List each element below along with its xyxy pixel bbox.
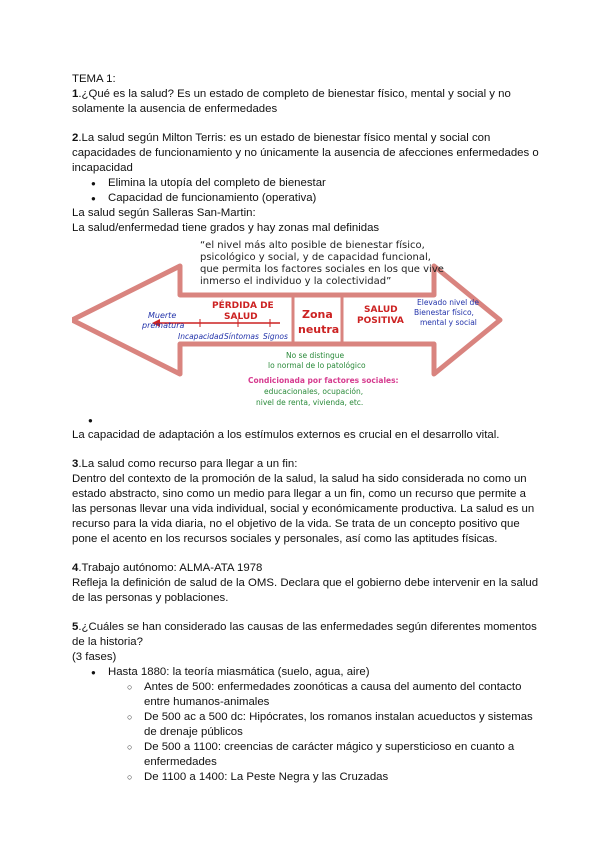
- no-distingue-label-1: No se distingue: [286, 351, 345, 360]
- elevado-label-3: mental y social: [420, 318, 477, 327]
- salleras-text: La salud/enfermedad tiene grados y hay zonas mal definidas: [72, 222, 380, 234]
- list-item: [108, 665, 542, 785]
- question-3-body: Dentro del contexto de la promoción de la salud, la salud ha sido considerada no como un estado abstracto, sino como un medio para llegar a un fin, como un recurso que permite a las personas llevar una vida individual, social y económicamente productiva. La salud es un recurso para la vida diaria, no el objetivo de la vida. Se trata de un concepto positivo que pone el acento en los recursos sociales y personales, así como las aptitudes físicas.: [72, 473, 535, 545]
- question-2-text: .La salud según Milton Terris: es un estado de bienestar físico mental y social con capacidades de funcionamiento y no únicamente la ausencia de afecciones enfermedades o incapacidad: [72, 132, 539, 174]
- muerte-label-2: prematura: [142, 321, 185, 330]
- elevado-label-2: Bienestar físico,: [414, 308, 474, 317]
- question-5: [72, 620, 542, 650]
- question-5-fases: (3 fases): [72, 651, 117, 663]
- quote-line-1: “el nivel más alto posible de bienestar físico,: [200, 240, 425, 251]
- condicionada-label-1: Condicionada por factores sociales:: [248, 376, 399, 385]
- question-1-number: 1: [72, 88, 79, 100]
- list-item: ● Capacidad de funcionamiento (operativa): [108, 191, 542, 206]
- perdida-label-2: SALUD: [224, 312, 258, 322]
- question-2-number: 2: [72, 132, 79, 144]
- no-distingue-label-2: lo normal de lo patológico: [268, 361, 366, 370]
- question-5-number: 5: [72, 621, 79, 633]
- list-item: ○ De 500 a 1100: creencias de carácter mágico y supersticioso en cuanto a enfermedades: [144, 740, 542, 770]
- salud-positiva-label-1: SALUD: [364, 305, 398, 315]
- perdida-label-1: PÉRDIDA DE: [212, 301, 274, 311]
- terris-bullets: [72, 176, 542, 206]
- document-title: TEMA 1:: [72, 73, 116, 85]
- zona-neutra-label-1: Zona: [302, 308, 333, 321]
- signos-label: Signos: [263, 332, 288, 341]
- list-item: ○ De 500 ac a 500 dc: Hipócrates, los romanos instalan acueductos y sistemas de drenaje públicos: [144, 710, 542, 740]
- elevado-label-1: Elevado nivel de: [417, 298, 479, 307]
- salleras-title: La salud según Salleras San-Martin:: [72, 207, 256, 219]
- question-1: [72, 87, 542, 117]
- sintomas-label: Síntomas: [224, 332, 259, 341]
- question-2: [72, 131, 542, 176]
- zona-neutra-label-2: neutra: [298, 323, 340, 336]
- empty-bullet: [72, 413, 542, 428]
- question-4: [72, 561, 542, 576]
- condicionada-label-2: educacionales, ocupación,: [264, 387, 364, 396]
- question-3-text: .La salud como recurso para llegar a un fin:: [78, 458, 298, 470]
- question-4-number: 4: [72, 562, 79, 574]
- list-item: ● Elimina la utopía del completo de bienestar: [108, 176, 542, 191]
- quote-line-3: que permita los factores sociales en los que vive: [200, 264, 444, 275]
- list-item: ○ Antes de 500: enfermedades zoonóticas a causa del aumento del contacto entre humanos-animales: [144, 680, 542, 710]
- question-1-text: .¿Qué es la salud? Es un estado de completo de bienestar físico, mental y social y no solamente la ausencia de enfermedades: [72, 88, 511, 115]
- question-3: [72, 457, 542, 472]
- salud-enfermedad-diagram: [72, 238, 542, 413]
- list-item: ○ De 1100 a 1400: La Peste Negra y las Cruzadas: [144, 770, 542, 785]
- quote-line-2: psicológico y social, y de capacidad funcional,: [200, 252, 431, 263]
- condicionada-label-3: nivel de renta, vivienda, etc.: [256, 398, 364, 407]
- muerte-label-1: Muerte: [148, 311, 177, 320]
- document-page: [72, 72, 542, 785]
- causas-list: [72, 665, 542, 785]
- causas-bullet-text: Hasta 1880: la teoría miasmática (suelo, agua, aire): [108, 666, 370, 678]
- question-3-number: 3: [72, 458, 79, 470]
- adaptacion-text: La capacidad de adaptación a los estímulos externos es crucial en el desarrollo vital.: [72, 429, 500, 441]
- question-4-text: .Trabajo autónomo: ALMA-ATA 1978: [78, 562, 263, 574]
- quote-line-4: inmerso el individuo y la colectividad”: [200, 276, 392, 287]
- causas-sublist: [108, 680, 542, 785]
- salud-positiva-label-2: POSITIVA: [357, 316, 404, 326]
- diagram-svg: [72, 238, 542, 413]
- incapacidad-label: Incapacidad: [178, 332, 224, 341]
- question-4-body: Refleja la definición de salud de la OMS. Declara que el gobierno debe intervenir en la salud de las personas y poblaciones.: [72, 577, 539, 604]
- question-5-text: .¿Cuáles se han considerado las causas de las enfermedades según diferentes momentos de la historia?: [72, 621, 537, 648]
